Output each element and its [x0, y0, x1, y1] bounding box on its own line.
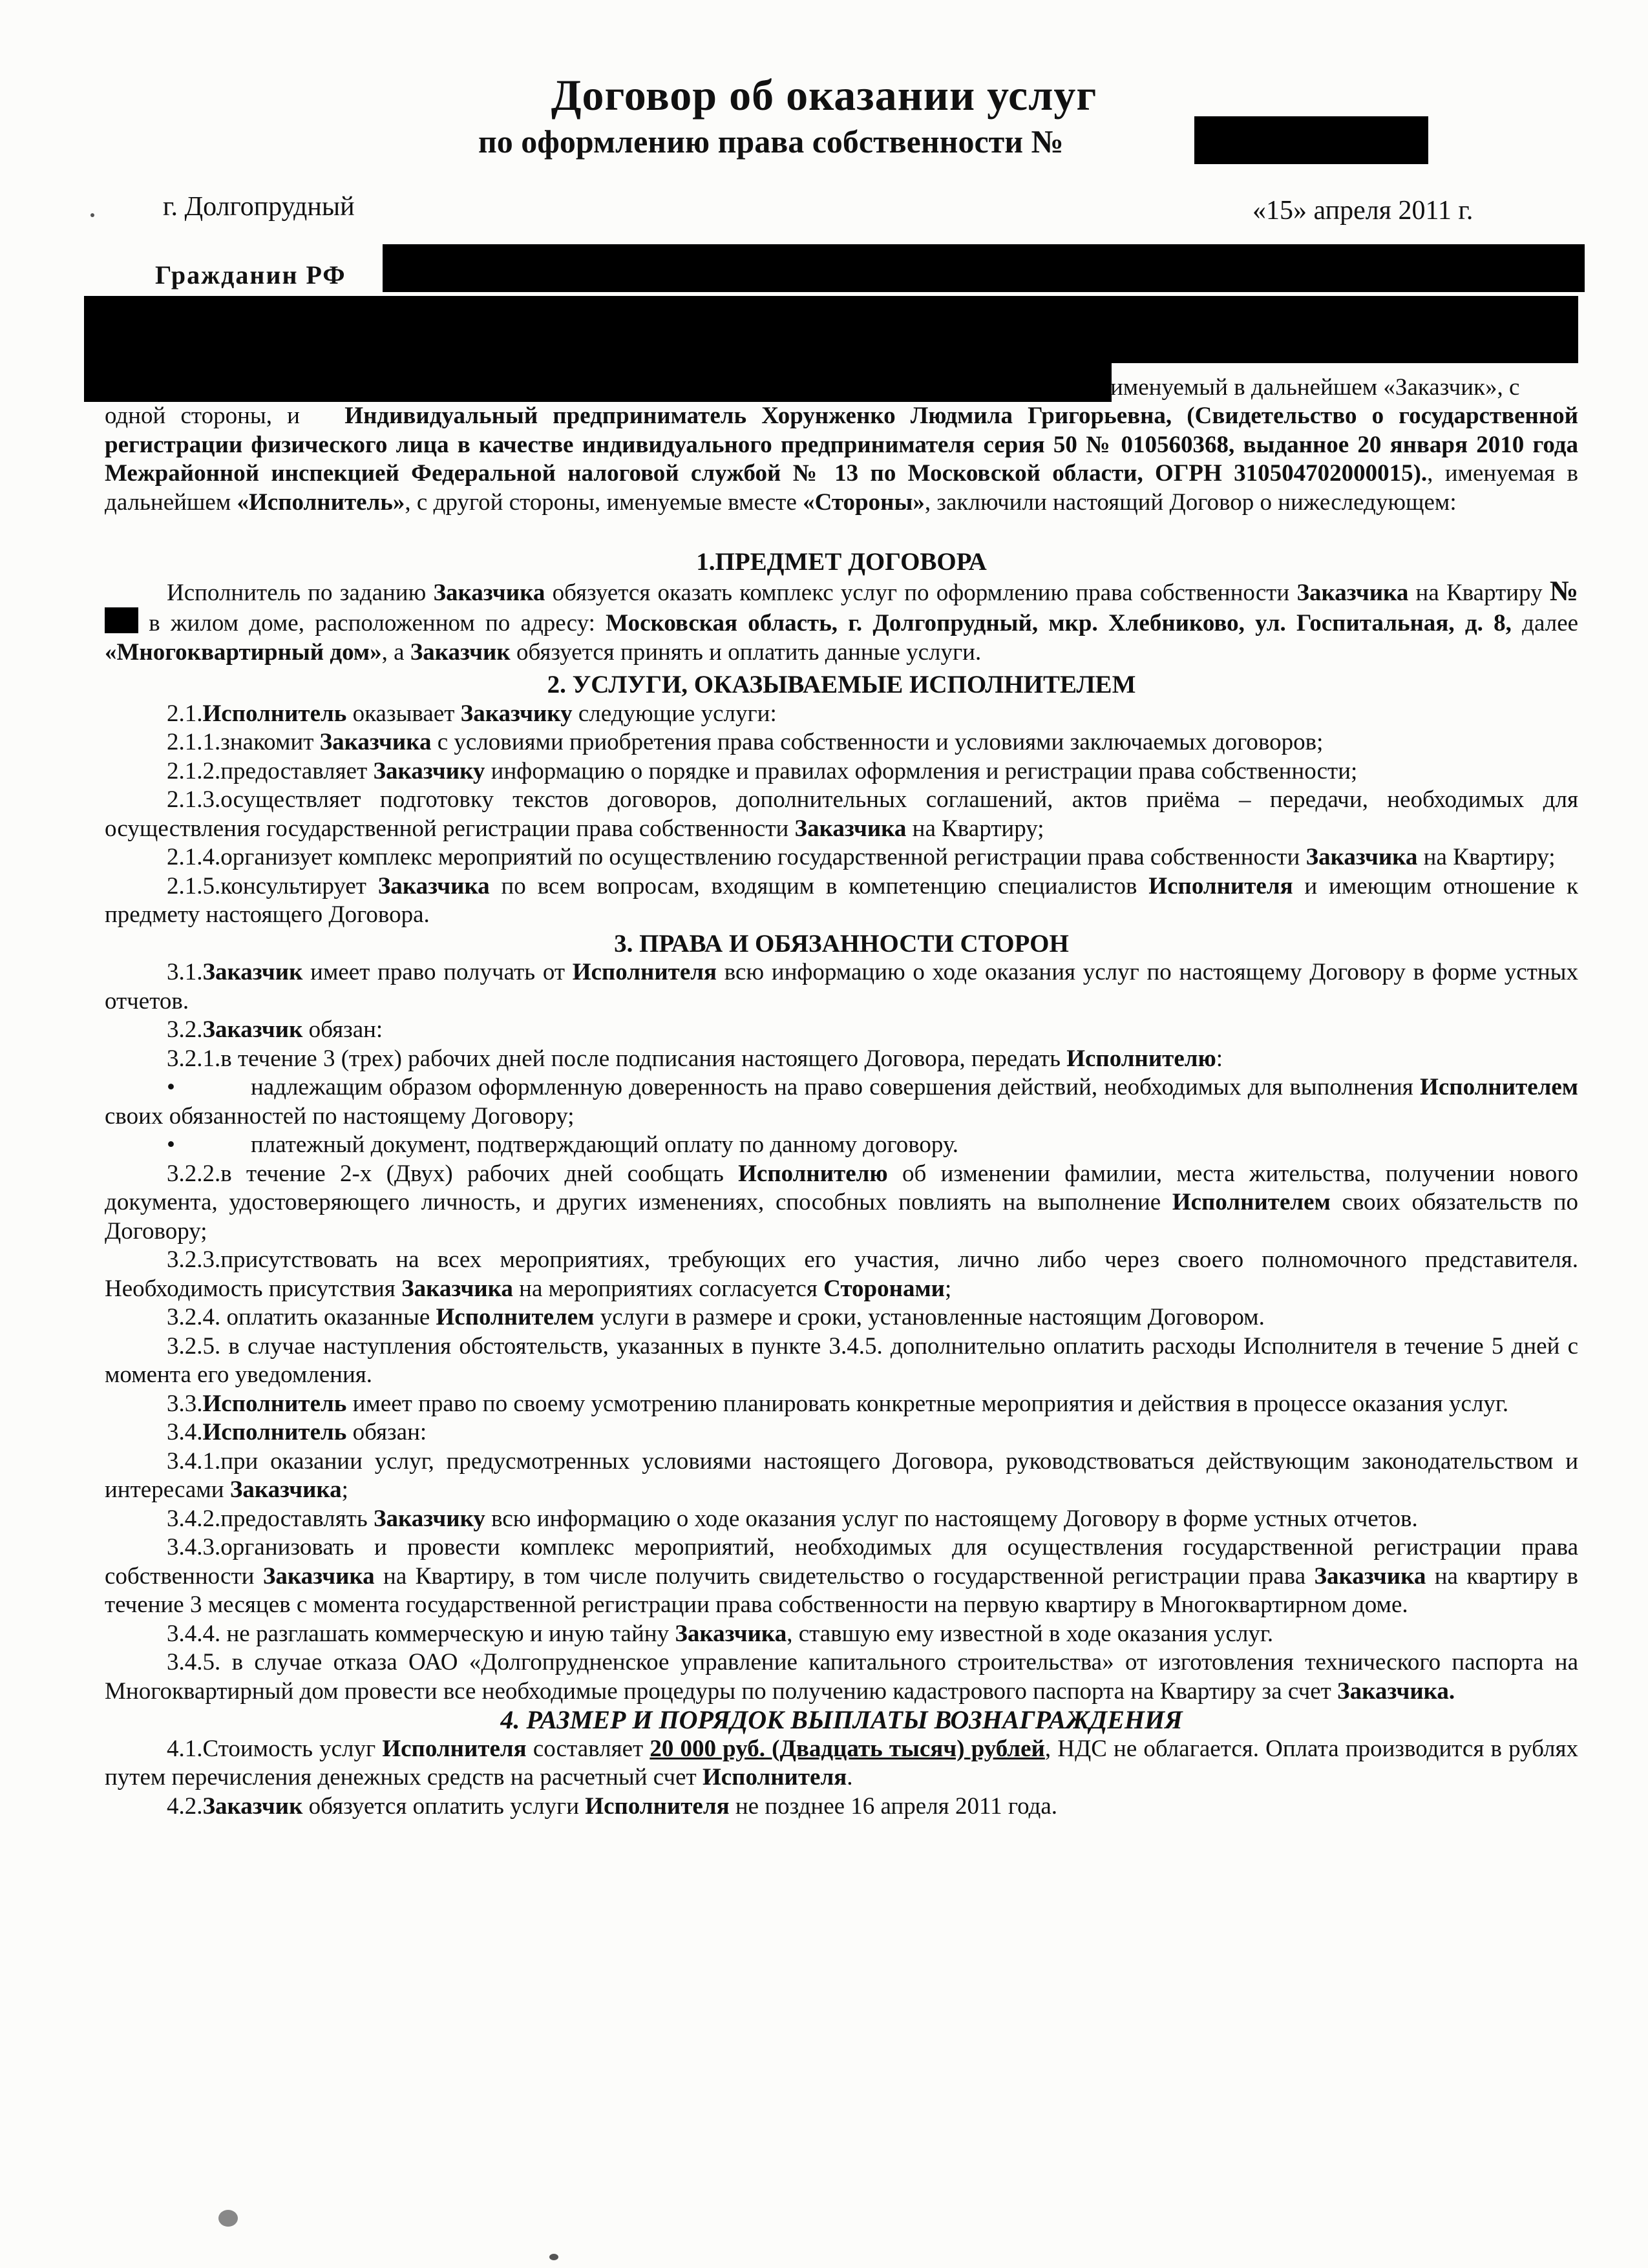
section-1-text: Исполнитель по заданию Заказчика обязуется оказать комплекс услуг по оформлению права собственности Заказчика на Квартиру № в жилом доме, расположенном по адресу: Московская область, г. Долгопрудный, мкр. Хлебниково, ул. Госпитальная, д. 8, далее «Многоквартирный дом», а Заказчик обязуется принять и оплатить данные услуги.: [105, 574, 1579, 666]
clause-2-1-3: 2.1.3.осуществляет подготовку текстов договоров, дополнительных соглашений, актов приёма – передачи, необходимых для осуществления государственной регистрации права собственности Заказчика на Квартиру;: [105, 786, 1578, 842]
clause-3-2-1: 3.2.1.в течение 3 (трех) рабочих дней после подписания настоящего Договора, передать Исполнителю:: [167, 1045, 1223, 1072]
bullet-payment-document: • платежный документ, подтверждающий оплату по данному договору.: [105, 1131, 1578, 1160]
clause-3-3: 3.3.Исполнитель имеет право по своему усмотрению планировать конкретные мероприятия и действия в процессе оказания услуг.: [167, 1390, 1509, 1417]
clause-3-2-4: 3.2.4. оплатить оказанные Исполнителем услуги в размере и сроки, установленные настоящим Договором.: [167, 1304, 1265, 1330]
redaction-citizen-name: [383, 244, 1585, 292]
contractor-details: Индивидуальный предприниматель Хорунженко Людмила Григорьевна, (Свидетельство о государственной регистрации физического лица в качестве индивидуального предпринимателя серия 50 № 010560368, выданное 20 января 2010 года Межрайонной инспекцией Федеральной налоговой службой № 13 по Московской области, ОГРН 310504702000015).: [105, 403, 1578, 487]
section-3-heading: 3. ПРАВА И ОБЯЗАННОСТИ СТОРОН: [614, 929, 1069, 958]
clause-2-1-5: 2.1.5.консультирует Заказчика по всем вопросам, входящим в компетенцию специалистов Исполнителя и имеющим отношение к предмету настоящего Договора.: [105, 872, 1579, 928]
clause-4-1: 4.1.Стоимость услуг Исполнителя составляет 20 000 руб. (Двадцать тысяч) рублей, НДС не облагается. Оплата производится в рублях путем перечисления денежных средств на расчетный счет Исполнителя.: [105, 1735, 1579, 1790]
clause-3-4-5: 3.4.5. в случае отказа ОАО «Долгопрудненское управление капитального строительства» от изготовления технического паспорта на Многоквартирный дом провести все необходимые процедуры по получению кадастрового паспорта на Квартиру за счет Заказчика.: [105, 1649, 1578, 1705]
bullet-icon: •: [167, 1074, 175, 1100]
redaction-contract-number: [1194, 116, 1428, 164]
city: г. Долгопрудный: [163, 192, 355, 222]
bullet-power-of-attorney: • надлежащим образом оформленную доверенность на право совершения действий, необходимых для выполнения Исполнителем своих обязанностей по настоящему Договору;: [105, 1074, 1579, 1129]
scan-speck: [218, 2210, 238, 2227]
clause-3-2-3: 3.2.3.присутствовать на всех мероприятиях, требующих его участия, лично либо через своего полномочного представителя. Необходимость присутствия Заказчика на мероприятиях согласуется Сторонами;: [105, 1246, 1578, 1302]
section-1-heading: 1.ПРЕДМЕТ ДОГОВОРА: [696, 548, 987, 576]
document-title: Договор об оказании услуг: [551, 70, 1097, 120]
scan-speck: [549, 2254, 558, 2260]
clause-2-1-4: 2.1.4.организует комплекс мероприятий по осуществлению государственной регистрации права собственности Заказчика на Квартиру;: [167, 844, 1556, 870]
clause-3-2-5: 3.2.5. в случае наступления обстоятельств, указанных в пункте 3.4.5. дополнительно оплатить расходы Исполнителя в течение 5 дней с момента его уведомления.: [105, 1332, 1578, 1388]
redaction-apartment-number: [105, 607, 138, 633]
clause-3-4-3: 3.4.3.организовать и провести комплекс мероприятий, необходимых для осуществления государственной регистрации права собственности Заказчика на Квартиру, в том числе получить свидетельство о государственной регистрации права Заказчика на квартиру в течение 3 месяцев с момента государственной регистрации права собственности на первую квартиру в Многоквартирном доме.: [105, 1534, 1579, 1618]
section-2-heading: 2. УСЛУГИ, ОКАЗЫВАЕМЫЕ ИСПОЛНИТЕЛЕМ: [547, 671, 1136, 698]
clause-4-2: 4.2.Заказчик обязуется оплатить услуги Исполнителя не позднее 16 апреля 2011 года.: [167, 1792, 1058, 1820]
contract-body: [105, 402, 1578, 1821]
customer-named-as: именуемый в дальнейшем «Заказчик», с: [1110, 374, 1520, 401]
scan-speck: [90, 213, 94, 217]
parties-paragraph: одной стороны, и Индивидуальный предприниматель Хорунженко Людмила Григорьевна, (Свидетельство о государственной регистрации физического лица в качестве индивидуального предпринимателя серия 50 № 010560368, выданное 20 января 2010 года Межрайонной инспекцией Федеральной налоговой службой № 13 по Московской области, ОГРН 310504702000015)., именуемая в дальнейшем «Исполнитель», с другой стороны, именуемые вместе «Стороны», заключили настоящий Договор о нижеследующем:: [105, 403, 1578, 516]
clause-3-4-4: 3.4.4. не разглашать коммерческую и иную тайну Заказчика, ставшую ему известной в ходе оказания услуг.: [167, 1620, 1274, 1647]
clause-2-1: 2.1.Исполнитель оказывает Заказчику следующие услуги:: [167, 700, 777, 727]
citizen-label: Гражданин РФ: [155, 260, 346, 289]
clause-3-4: 3.4.Исполнитель обязан:: [167, 1419, 427, 1445]
contract-date: «15» апреля 2011 г.: [1252, 196, 1474, 226]
bullet-icon: •: [167, 1131, 175, 1158]
section-4-heading: 4. РАЗМЕР И ПОРЯДОК ВЫПЛАТЫ ВОЗНАГРАЖДЕНИЯ: [500, 1705, 1183, 1734]
clause-2-1-1: 2.1.1.знакомит Заказчика с условиями приобретения права собственности и условиями заключаемых договоров;: [167, 729, 1324, 755]
redaction-citizen-passport: [84, 296, 1578, 363]
clause-3-1: 3.1.Заказчик имеет право получать от Исполнителя всю информацию о ходе оказания услуг по настоящему Договору в форме устных отчетов.: [105, 959, 1579, 1014]
clause-3-4-2: 3.4.2.предоставлять Заказчику всю информацию о ходе оказания услуг по настоящему Договору в форме устных отчетов.: [167, 1505, 1418, 1532]
clause-3-4-1: 3.4.1.при оказании услуг, предусмотренных условиями настоящего Договора, руководствоваться действующим законодательством и интересами Заказчика;: [105, 1447, 1578, 1503]
clause-3-2: 3.2.Заказчик обязан:: [167, 1016, 383, 1043]
document-subtitle: по оформлению права собственности №: [478, 123, 1064, 160]
redaction-citizen-address: [84, 362, 1112, 402]
price-amount: 20 000 руб. (Двадцать тысяч) рублей: [650, 1735, 1045, 1762]
clause-3-2-2: 3.2.2.в течение 2-х (Двух) рабочих дней сообщать Исполнителю об изменении фамилии, места жительства, получении нового документа, удостоверяющего личность, и других изменениях, способных повлиять на выполнение Исполнителем своих обязательств по Договору;: [105, 1160, 1579, 1244]
clause-2-1-2: 2.1.2.предоставляет Заказчику информацию о порядке и правилах оформления и регистрации права собственности;: [167, 757, 1358, 784]
